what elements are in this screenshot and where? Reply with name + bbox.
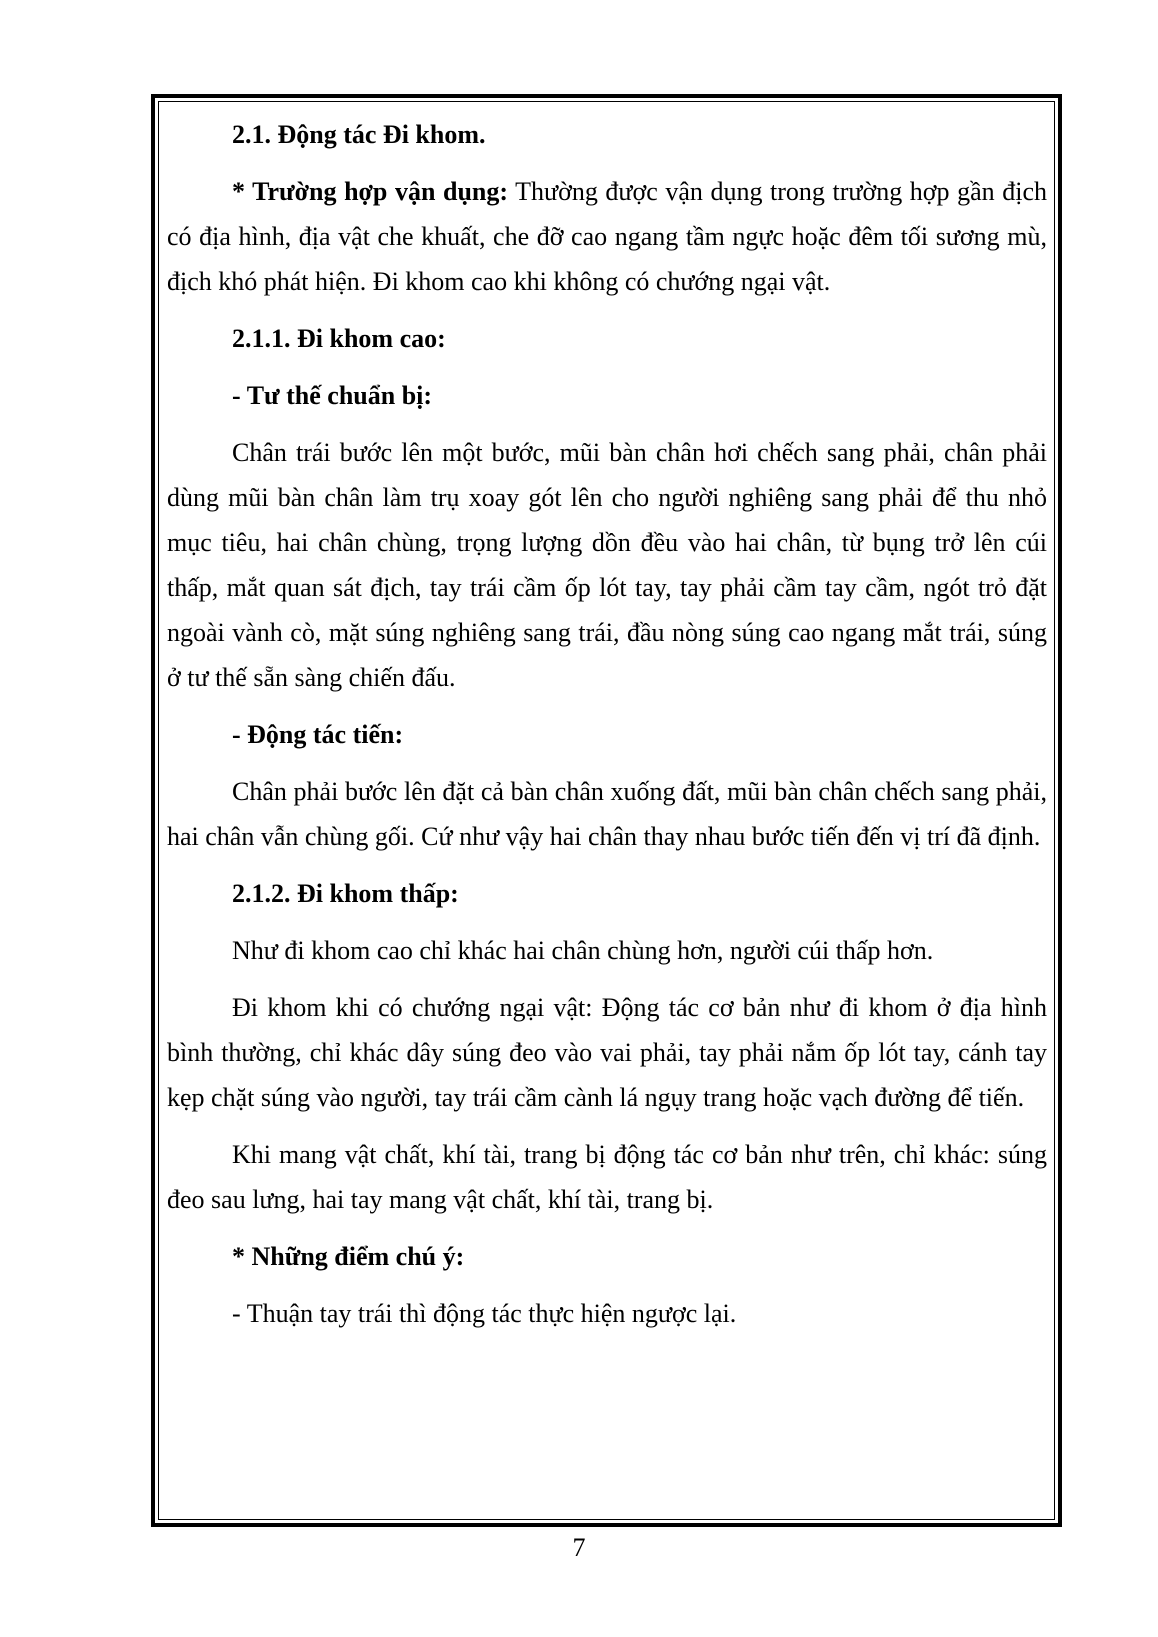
paragraph-low-crouch: Như đi khom cao chỉ khác hai chân chùng hơn, người cúi thấp hơn.	[232, 936, 934, 965]
paragraph-carrying-equipment: Khi mang vật chất, khí tài, trang bị động tác cơ bản như trên, chỉ khác: súng đeo sau lưng, hai tay mang vật chất, khí tài, trang bị.	[167, 1140, 1047, 1214]
paragraph-usage-case	[167, 169, 1047, 304]
paragraph-advance-action: Chân phải bước lên đặt cả bàn chân xuống đất, mũi bàn chân chếch sang phải, hai chân vẫn chùng gối. Cứ như vậy hai chân thay nhau bước tiến đến vị trí đã định.	[167, 777, 1047, 851]
subheading-ready-posture: - Tư thế chuẩn bị:	[232, 381, 433, 410]
heading-2-1-1: 2.1.1. Đi khom cao:	[232, 324, 446, 353]
document-body	[167, 112, 1047, 1336]
paragraph-left-handed: - Thuận tay trái thì động tác thực hiện ngược lại.	[232, 1299, 737, 1328]
page-number: 7	[572, 1533, 586, 1562]
heading-2-1: 2.1. Động tác Đi khom.	[232, 120, 486, 149]
subheading-advance-action: - Động tác tiến:	[232, 720, 404, 749]
paragraph-obstacle: Đi khom khi có chướng ngại vật: Động tác cơ bản như đi khom ở địa hình bình thường, chỉ khác dây súng đeo vào vai phải, tay phải nắm ốp lót tay, cánh tay kẹp chặt súng vào người, tay trái cầm cành lá ngụy trang hoặc vạch đường để tiến.	[167, 993, 1047, 1112]
label-usage-case: * Trường hợp vận dụng:	[232, 177, 509, 206]
heading-2-1-2: 2.1.2. Đi khom thấp:	[232, 879, 459, 908]
text-usage-case: Thường được vận dụng trong trường hợp gần địch có địa hình, địa vật che khuất, che đỡ cao ngang tầm ngực hoặc đêm tối sương mù, địch khó phát hiện. Đi khom cao khi không có chướng ngại vật.	[167, 177, 1047, 296]
paragraph-ready-posture: Chân trái bước lên một bước, mũi bàn chân hơi chếch sang phải, chân phải dùng mũi bàn chân làm trụ xoay gót lên cho người nghiêng sang phải để thu nhỏ mục tiêu, hai chân chùng, trọng lượng dồn đều vào hai chân, từ bụng trở lên cúi thấp, mắt quan sát địch, tay trái cầm ốp lót tay, tay phải cầm tay cầm, ngót trỏ đặt ngoài vành cò, mặt súng nghiêng sang trái, đầu nòng súng cao ngang mắt trái, súng ở tư thế sẵn sàng chiến đấu.	[167, 438, 1047, 692]
heading-notes: * Những điểm chú ý:	[232, 1242, 465, 1271]
